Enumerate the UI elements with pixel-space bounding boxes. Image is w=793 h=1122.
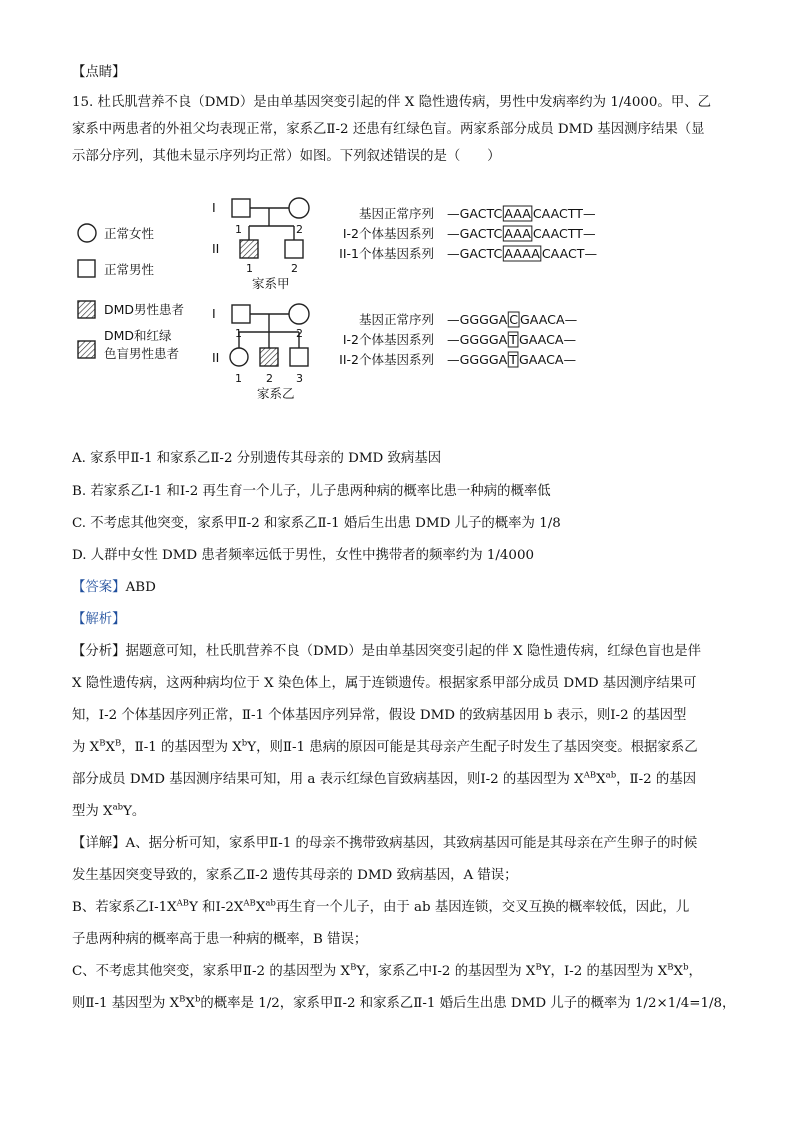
family-b-seq-box-text-1: C bbox=[509, 312, 519, 327]
family-b-i2 bbox=[289, 304, 309, 324]
family-b-seq-pre-2: —GGGGA bbox=[447, 332, 508, 347]
answer-label: 【答案】 bbox=[72, 580, 126, 595]
detail-line-6: 则Ⅱ-1 基因型为 $X^BX^b$的概率是 1/2，家系甲Ⅱ-2 和家系乙Ⅱ-1 婚后生出患 DMD 儿子的概率为 1/2×1/4=1/8， bbox=[72, 994, 736, 1011]
family-b-seq-label-1: 基因正常序列 bbox=[358, 312, 434, 327]
legend-dmd-male-symbol bbox=[78, 301, 95, 318]
family-a-gen-2: II bbox=[212, 241, 220, 256]
detail-line-3: B、若家系乙$Ⅰ-1X^{AB}Y$ 和$Ⅰ-2X^{AB}X^{ab}$再生育一个儿子，由于 ab 基因连锁，交叉互换的概率较低，因此，儿 bbox=[72, 898, 690, 915]
family-a-seq-post-1: CAACTT— bbox=[532, 206, 596, 221]
analysis-label: 【解析】 bbox=[72, 612, 126, 627]
family-a-gen-1: I bbox=[212, 200, 216, 215]
family-a-seq-pre-3: —GACTC bbox=[447, 246, 503, 261]
family-a-seq-post-2: CAACTT— bbox=[532, 226, 596, 241]
analysis-line-1: 【分析】据题意可知，杜氏肌营养不良（DMD）是由单基因突变引起的伴 X 隐性遗传病，红绿色盲也是伴 bbox=[72, 644, 702, 659]
family-a-ii2 bbox=[285, 240, 303, 258]
point-label: 【点睛】 bbox=[72, 65, 126, 80]
family-a-seq-label-2: I-2个体基因系列 bbox=[342, 226, 434, 241]
analysis-line-6: 型为 $X^{ab}Y$。 bbox=[72, 802, 146, 819]
family-b-c1: 1 bbox=[235, 372, 242, 385]
family-b-c2: 2 bbox=[266, 372, 273, 385]
answer-value: ABD bbox=[125, 580, 156, 595]
answer-line bbox=[72, 579, 156, 597]
legend-female-symbol bbox=[78, 224, 96, 242]
detail-line-2: 发生基因突变导致的，家系乙Ⅱ-2 遗传其母亲的 DMD 致病基因，A 错误； bbox=[72, 868, 518, 883]
detail-line-1: 【详解】A、据分析可知，家系甲Ⅱ-1 的母亲不携带致病基因，其致病基因可能是其母亲在产生卵子的时候 bbox=[72, 836, 698, 851]
family-a-seq-post-3: CAACT— bbox=[541, 246, 598, 261]
family-b-c3: 3 bbox=[296, 372, 303, 385]
family-a-i2 bbox=[289, 198, 309, 218]
family-b-seq-label-3: II-2个体基因系列 bbox=[339, 352, 434, 367]
family-a-seq-pre-1: —GACTC bbox=[447, 206, 503, 221]
family-a-seq-box-text-3: AAAA bbox=[504, 246, 540, 261]
family-a-c1: 1 bbox=[246, 262, 253, 275]
family-b-seq-post-3: GAACA— bbox=[518, 352, 577, 367]
family-a-n2: 2 bbox=[296, 223, 303, 236]
family-b-n2: 2 bbox=[296, 327, 303, 340]
family-a-sequences bbox=[339, 206, 597, 261]
legend-male-symbol bbox=[78, 260, 95, 277]
family-a-seq-label-3: II-1个体基因系列 bbox=[339, 246, 434, 261]
family-b-seq-post-1: GAACA— bbox=[520, 312, 578, 327]
analysis-line-3: 知，Ⅰ-2 个体基因序列正常，Ⅱ-1 个体基因序列异常，假设 DMD 的致病基因用 b 表示，则Ⅰ-2 的基因型 bbox=[72, 708, 687, 723]
family-b-caption: 家系乙 bbox=[257, 386, 295, 401]
family-b-sequences bbox=[339, 312, 577, 367]
question-line-2: 家系中两患者的外祖父均表现正常，家系乙Ⅱ-2 还患有红绿色盲。两家系部分成员 DMD 基因测序结果（显 bbox=[72, 122, 705, 137]
family-b-seq-post-2: GAACA— bbox=[518, 332, 577, 347]
family-a-caption: 家系甲 bbox=[252, 276, 290, 291]
analysis-line-4: 为 $X^BX^B$，Ⅱ-1 的基因型为 $X^bY$，则Ⅱ-1 患病的原因可能是其母亲产生配子时发生了基因突变。根据家系乙 bbox=[72, 738, 698, 755]
legend-dmd-cb-male-symbol bbox=[78, 341, 95, 358]
family-a-ii1 bbox=[240, 240, 258, 258]
family-a-n1: 1 bbox=[235, 223, 242, 236]
question-line-3: 示部分序列，其他未显示序列均正常）如图。下列叙述错误的是（ ） bbox=[72, 149, 501, 164]
legend-female-label: 正常女性 bbox=[104, 226, 155, 241]
family-b-ii3 bbox=[290, 348, 308, 366]
detail-line-4: 子患两种病的概率高于患一种病的概率，B 错误； bbox=[72, 932, 368, 947]
option-c: C. 不考虑其他突变，家系甲Ⅱ-2 和家系乙Ⅱ-1 婚后生出患 DMD 儿子的概率为 1/8 bbox=[72, 516, 561, 531]
family-b-gen-2: II bbox=[212, 350, 220, 365]
family-a-seq-label-1: 基因正常序列 bbox=[358, 206, 434, 221]
family-b-seq-pre-3: —GGGGA bbox=[447, 352, 508, 367]
family-b-seq-label-2: I-2个体基因系列 bbox=[342, 332, 434, 347]
option-a: A. 家系甲Ⅱ-1 和家系乙Ⅱ-2 分别遗传其母亲的 DMD 致病基因 bbox=[72, 451, 442, 466]
family-a-i1 bbox=[232, 199, 250, 217]
family-b-seq-box-text-2: T bbox=[509, 332, 517, 347]
option-b: B. 若家系乙Ⅰ-1 和Ⅰ-2 再生育一个儿子，儿子患两种病的概率比患一种病的概率低 bbox=[72, 484, 551, 499]
family-b-n1: 1 bbox=[235, 327, 242, 340]
family-b-gen-1: I bbox=[212, 306, 216, 321]
family-b-ii1 bbox=[230, 348, 248, 366]
option-d: D. 人群中女性 DMD 患者频率远低于男性，女性中携带者的频率约为 1/4000 bbox=[72, 548, 534, 563]
legend-dmd-cb-label-2: 色盲男性患者 bbox=[104, 346, 180, 361]
legend-dmd-cb-label-1: DMD和红绿 bbox=[104, 328, 172, 343]
family-a-c2: 2 bbox=[291, 262, 298, 275]
analysis-line-2: X 隐性遗传病，这两种病均位于 X 染色体上，属于连锁遗传。根据家系甲部分成员 DMD 基因测序结果可 bbox=[72, 676, 697, 691]
family-b-seq-pre-1: —GGGGA bbox=[447, 312, 508, 327]
family-b-seq-box-text-3: T bbox=[509, 352, 517, 367]
family-a-seq-box-text-2: AAA bbox=[504, 226, 531, 241]
question-line-1: 15. 杜氏肌营养不良（DMD）是由单基因突变引起的伴 X 隐性遗传病，男性中发病率约为 1/4000。甲、乙 bbox=[72, 95, 711, 110]
legend-dmd-male-label: DMD男性患者 bbox=[104, 302, 185, 317]
analysis-line-5: 部分成员 DMD 基因测序结果可知，用 a 表示红绿色盲致病基因，则Ⅰ-2 的基因型为 $X^{AB}X^{ab}$，Ⅱ-2 的基因 bbox=[72, 770, 697, 787]
detail-line-5: C、不考虑其他突变，家系甲Ⅱ-2 的基因型为 $X^BY$，家系乙中Ⅰ-2 的基因型为 $X^BY$，Ⅰ-2 的基因型为 $X^BX^b$， bbox=[72, 962, 702, 979]
pedigree-figure bbox=[72, 190, 632, 410]
family-a-seq-box-text-1: AAA bbox=[504, 206, 531, 221]
family-b-i1 bbox=[232, 305, 250, 323]
legend-male-label: 正常男性 bbox=[104, 262, 155, 277]
family-a-seq-pre-2: —GACTC bbox=[447, 226, 503, 241]
family-b-ii2 bbox=[260, 348, 278, 366]
